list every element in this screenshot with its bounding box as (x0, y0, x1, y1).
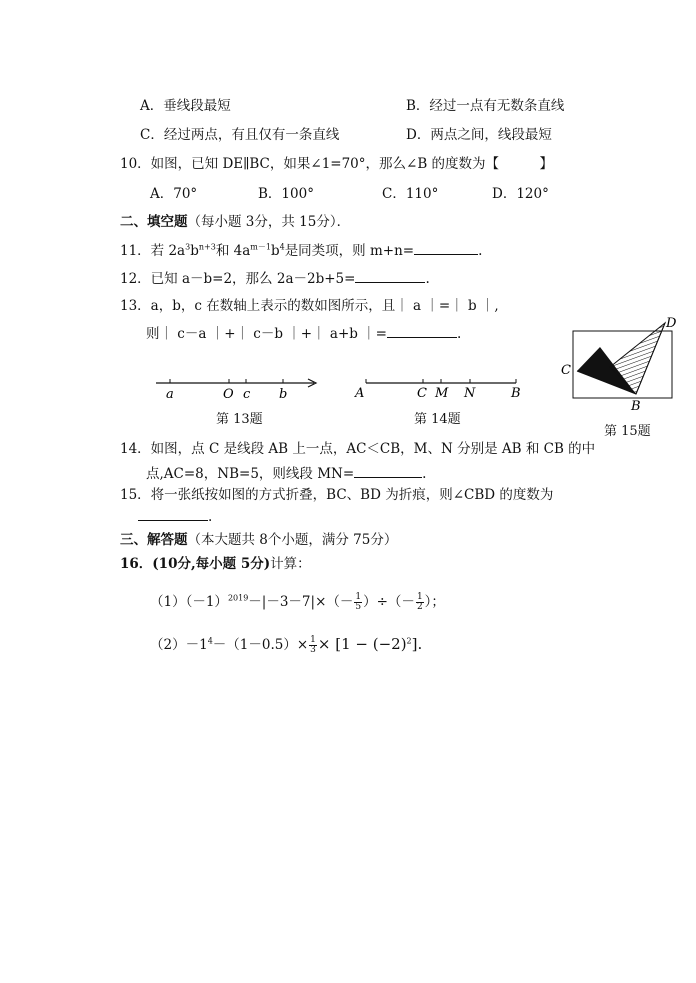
q16-p2-math: ]. (411, 635, 423, 653)
fraction-denominator: 3 (310, 645, 316, 655)
q11-sup: m－1 (250, 242, 271, 252)
label-b: B (631, 399, 641, 414)
label-c: C (561, 363, 571, 378)
q13-text: 则｜ c－a ｜+｜ c－b ｜+｜ a+b ｜= (146, 326, 387, 342)
q16-p2-text: （2）－1 (150, 637, 208, 653)
label-a: a (166, 387, 174, 402)
q15-line2 (138, 507, 212, 526)
label-b: b (279, 387, 288, 402)
q16-p1-text: （1）（－1） (150, 594, 228, 610)
label-c: c (243, 387, 251, 402)
q16-head: 16．(10分,每小题 5分) (120, 556, 271, 572)
fraction-numerator: 1 (355, 592, 362, 602)
label-d: D (666, 316, 677, 331)
answer-blank[interactable] (387, 324, 457, 338)
label-b: B (511, 386, 521, 401)
q9-option-a: A．垂线段最短 (140, 98, 231, 114)
fraction-numerator: 1 (416, 592, 423, 602)
answer-blank[interactable] (354, 464, 422, 478)
fraction-denominator: 5 (355, 602, 362, 612)
q11 (120, 241, 482, 260)
figure-14-caption: 第 14题 (414, 412, 461, 427)
q11-text-b: 和 4a (215, 243, 251, 259)
q15-line1: 15．将一张纸按如图的方式折叠，BC、BD 为折痕，则∠CBD 的度数为 (120, 487, 554, 503)
answer-blank[interactable] (414, 241, 478, 255)
fraction (354, 593, 362, 612)
exponent: 2 (406, 636, 412, 646)
figure-13-number-line (150, 368, 325, 404)
q14-line1: 14．如图，点 C 是线段 AB 上一点，AC＜CB，M、N 分别是 AB 和 CB 的中 (120, 441, 596, 457)
section3-note: （本大题共 8个小题，满分 75分） (187, 532, 398, 548)
answer-blank[interactable] (138, 507, 208, 521)
q16-p1-text: ）÷（－ (363, 594, 415, 610)
q10-option-b: B．100° (258, 186, 314, 202)
figure-13-caption: 第 13题 (216, 412, 263, 427)
period: . (425, 271, 430, 287)
q11-sup: 4 (279, 242, 285, 252)
figure-15-folded-paper (556, 314, 682, 414)
q12 (120, 269, 430, 288)
label-m: M (435, 386, 449, 401)
period: . (457, 326, 462, 342)
q11-sup: n+3 (198, 242, 216, 252)
fraction-denominator: 2 (416, 602, 423, 612)
q9-option-d: D．两点之间，线段最短 (406, 127, 552, 143)
label-c: C (417, 386, 427, 401)
q13-line1: 13．a，b，c 在数轴上表示的数如图所示，且｜ a ｜=｜ b ｜, (120, 298, 499, 314)
fraction-numerator: 1 (310, 635, 316, 645)
q16-tail: 计算： (270, 556, 311, 572)
q13-line2 (146, 324, 461, 343)
exponent: 4 (207, 636, 213, 646)
answer-blank[interactable] (355, 269, 425, 283)
q11-var: b (190, 243, 199, 259)
section3-heading (120, 531, 397, 549)
q16-p1-text: ）； (424, 594, 445, 610)
q16-part2 (150, 632, 422, 657)
q9-option-c: C．经过两点，有且仅有一条直线 (140, 127, 340, 143)
section2-title: 二、填空题 (120, 214, 188, 230)
section2-heading (120, 213, 350, 231)
q10-option-a: A．70° (150, 186, 198, 202)
q14-line2 (146, 464, 426, 483)
q10-option-d: D．120° (492, 186, 549, 202)
period: . (422, 466, 427, 482)
q16-p2-math: × [1 − (−2) (317, 635, 407, 653)
q11-text-a: 11．若 2a (120, 243, 186, 259)
q9-option-b: B．经过一点有无数条直线 (406, 98, 565, 114)
exponent: 2019 (227, 593, 249, 603)
figure-15-caption: 第 15题 (604, 424, 651, 439)
label-o: O (223, 387, 234, 402)
section2-note: （每小题 3分，共 15分）． (187, 214, 351, 230)
period: . (478, 243, 483, 259)
q11-var: b (270, 243, 280, 259)
q16-part1 (150, 590, 445, 614)
fraction (416, 593, 424, 612)
label-n: N (464, 386, 476, 401)
q16-p2-text: －（1－0.5）× (212, 637, 309, 653)
q10-option-c: C．110° (382, 186, 439, 202)
q12-text: 12．已知 a－b=2，那么 2a－2b+5= (120, 271, 356, 287)
q11-text-c: 是同类项，则 m+n= (284, 243, 415, 259)
fraction (309, 636, 317, 655)
figure-14-segment (350, 372, 525, 402)
q10-stem: 10．如图，已知 DE∥BC，如果∠1=70°，那么∠B 的度数为【 】 (120, 156, 554, 172)
q11-sup: 3 (185, 242, 191, 252)
section3-title: 三、解答题 (120, 532, 188, 548)
q16-p1-text: －|－3－7|×（－ (248, 594, 354, 610)
q14-text: 点,AC=8，NB=5，则线段 MN= (146, 466, 355, 482)
period: . (208, 509, 213, 525)
q16-heading (120, 555, 311, 573)
label-a: A (355, 386, 365, 401)
